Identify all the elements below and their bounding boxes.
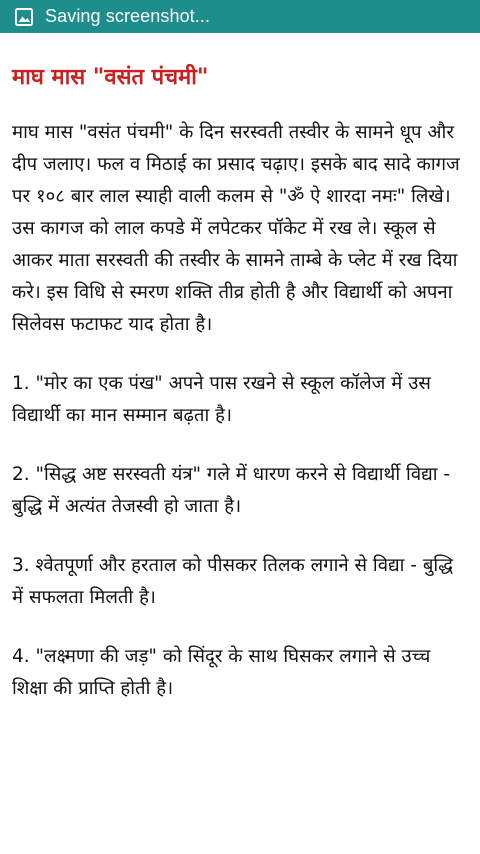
status-bar	[0, 0, 480, 33]
article-content[interactable]	[0, 33, 480, 854]
status-text: Saving screenshot...	[45, 6, 211, 26]
article-paragraph: 1. "मोर का एक पंख" अपने पास रखने से स्कूल कॉलेज में उस विद्यार्थी का मान सम्मान बढ़ता है।	[12, 373, 431, 426]
article-paragraph: 4. "लक्ष्मणा की जड़" को सिंदूर के साथ घिसकर लगाने से उच्च शिक्षा की प्राप्ति होती है।	[12, 646, 431, 699]
article-paragraph: माघ मास "वसंत पंचमी" के दिन सरस्वती तस्वीर के सामने धूप और दीप जलाए। फल व मिठाई का प्रसाद चढ़ाए। इसके बाद सादे कागज पर १०८ बार लाल स्याही वाली कलम से "ॐ ऐ शारदा नमः" लिखे। उस कागज को लाल कपडे में लपेटकर पॉकेट में रख ले। स्कूल से आकर माता सरस्वती की तस्वीर के सामने ताम्बे के प्लेट में रख दिया करे। इस विधि से स्मरण शक्ति तीव्र होती है और विद्यार्थी को अपना सिलेवस फटाफट याद होता है।	[12, 122, 460, 335]
article-paragraph: 3. श्वेतपूर्णा और हरताल को पीसकर तिलक लगाने से विद्या - बुद्धि में सफलता मिलती है।	[12, 555, 453, 608]
article-title: माघ मास "वसंत पंचमी"	[12, 65, 209, 90]
article-paragraph: 2. "सिद्ध अष्ट सरस्वती यंत्र" गले में धारण करने से विद्यार्थी विद्या - बुद्धि में अत्यंत तेजस्वी हो जाता है।	[12, 464, 451, 517]
image-icon	[15, 8, 33, 26]
